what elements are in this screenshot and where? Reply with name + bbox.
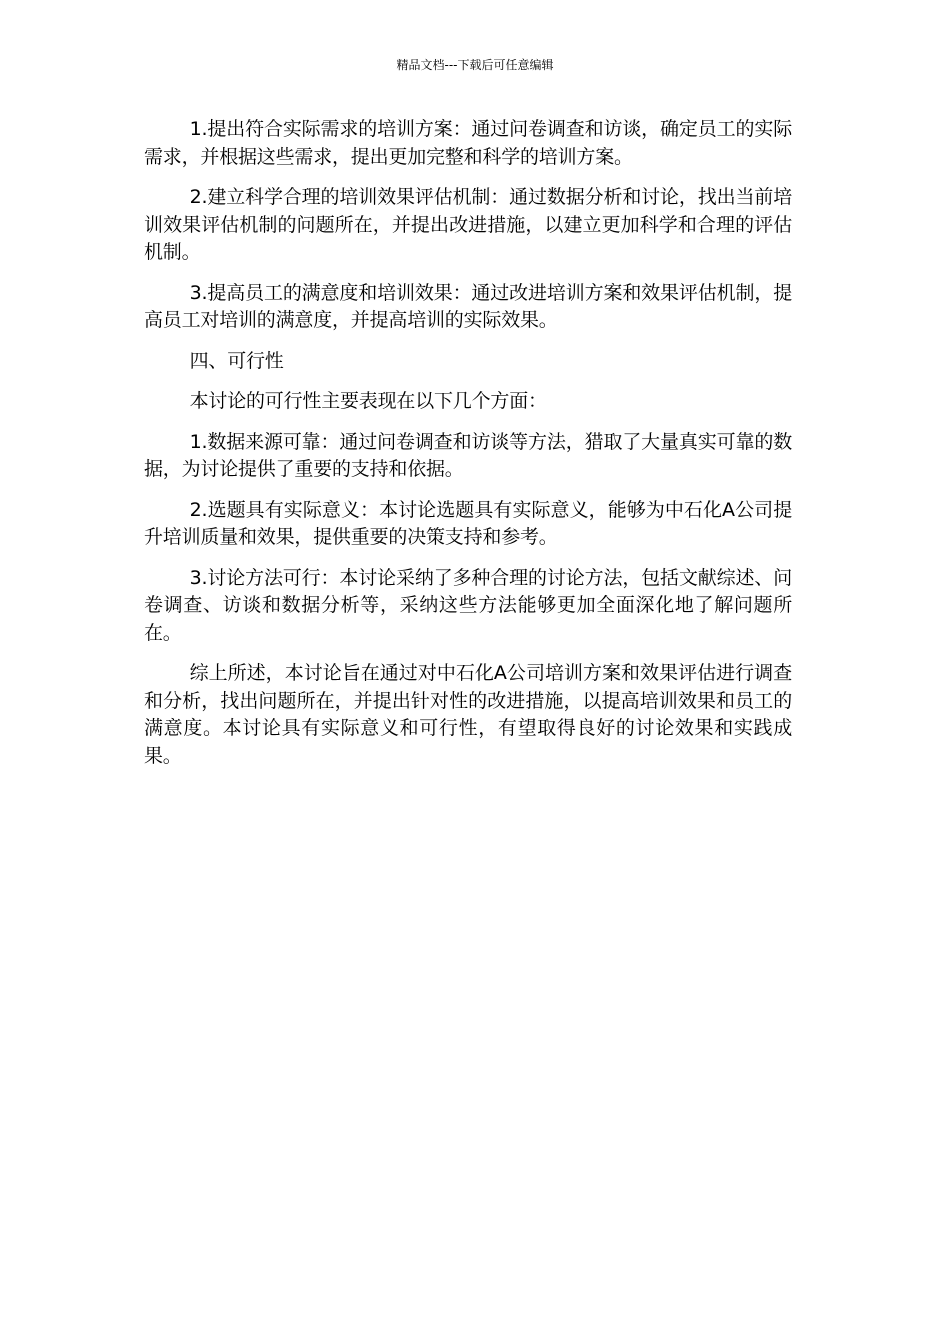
paragraph-feasibility-3: 3.讨论方法可行：本讨论采纳了多种合理的讨论方法，包括文献综述、问卷调查、访谈和数据分析等，采纳这些方法能够更加全面深化地了解问题所在。 bbox=[144, 566, 792, 644]
paragraph-goal-3: 3.提高员工的满意度和培训效果：通过改进培训方案和效果评估机制，提高员工对培训的满意度，并提高培训的实际效果。 bbox=[144, 281, 792, 331]
paragraph-summary: 综上所述，本讨论旨在通过对中石化A公司培训方案和效果评估进行调查和分析，找出问题所在，并提出针对性的改进措施，以提高培训效果和员工的满意度。本讨论具有实际意义和可行性，有望取得良好的讨论效果和实践成果。 bbox=[144, 662, 792, 767]
paragraph-feasibility-intro: 本讨论的可行性主要表现在以下几个方面： bbox=[189, 390, 547, 412]
section-heading-feasibility: 四、可行性 bbox=[189, 349, 284, 372]
paragraph-feasibility-1: 1.数据来源可靠：通过问卷调查和访谈等方法，猎取了大量真实可靠的数据，为讨论提供了重要的支持和依据。 bbox=[144, 430, 792, 480]
paragraph-goal-2: 2.建立科学合理的培训效果评估机制：通过数据分析和讨论，找出当前培训效果评估机制的问题所在，并提出改进措施，以建立更加科学和合理的评估机制。 bbox=[144, 186, 792, 263]
paragraph-goal-1: 1.提出符合实际需求的培训方案：通过问卷调查和访谈，确定员工的实际需求，并根据这些需求，提出更加完整和科学的培训方案。 bbox=[144, 118, 792, 168]
paragraph-feasibility-2: 2.选题具有实际意义：本讨论选题具有实际意义，能够为中石化A公司提升培训质量和效果，提供重要的决策支持和参考。 bbox=[144, 498, 792, 548]
document-body bbox=[144, 116, 792, 783]
page-header: 精品文档---下载后可任意编辑 bbox=[396, 58, 554, 72]
